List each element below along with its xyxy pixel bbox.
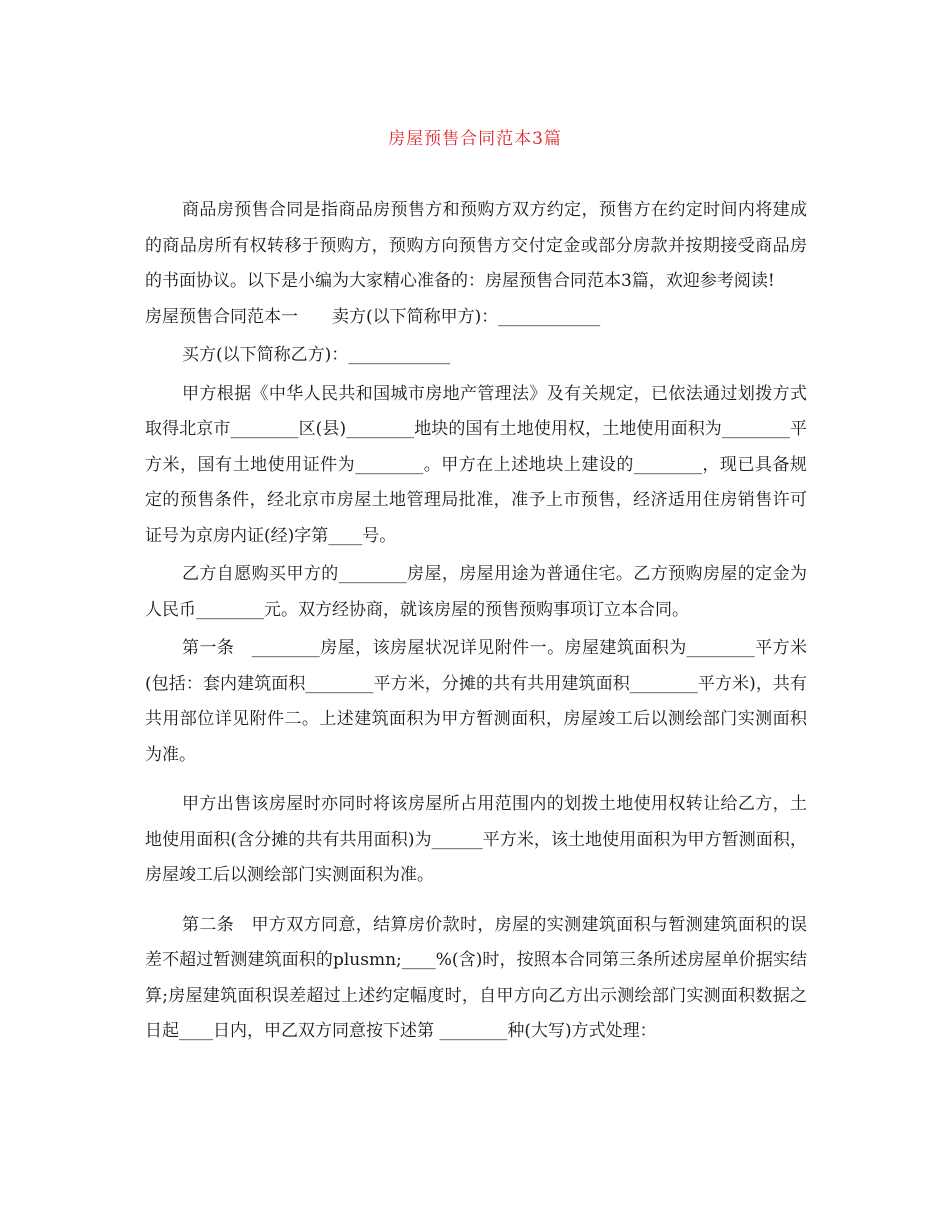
article-one-paragraph: 第一条 ________房屋，该房屋状况详见附件一。房屋建筑面积为________平方米(包括：套内建筑面积________平方米，分摊的共有共用建筑面积________平方米)，共有共用部位详见附件二。上述建筑面积为甲方暂测面积，房屋竣工后以测绘部门实测面积为准。: [145, 638, 807, 765]
land-use-paragraph: 甲方根据《中华人民共和国城市房地产管理法》及有关规定，已依法通过划拨方式取得北京市________区(县)________地块的国有土地使用权，土地使用面积为________平方米，国有土地使用证件为________。甲方在上述地块上建设的________，现已具备规定的预售条件，经北京市房屋土地管理局批准，准予上市预售，经济适用住房销售许可证号为京房内证(经)字第____号。: [145, 383, 807, 546]
contract-heading-seller: 房屋预售合同范本一 卖方(以下简称甲方)：____________: [145, 306, 601, 327]
article-two-paragraph: 第二条 甲方双方同意，结算房价款时，房屋的实测建筑面积与暂测建筑面积的误差不超过暂测建筑面积的plusmn;____%(含)时，按照本合同第三条所述房屋单价据实结算;房屋建筑面积误差超过上述约定幅度时，自甲方向乙方出示测绘部门实测面积数据之日起____日内，甲乙双方同意按下述第 ________种(大写)方式处理：: [145, 914, 807, 1041]
buyer-line: 买方(以下简称乙方)：____________: [182, 345, 451, 365]
intro-paragraph: 商品房预售合同是指商品房预售方和预购方双方约定，预售方在约定时间内将建成的商品房所有权转移于预购方，预购方向预售方交付定金或部分房款并按期接受商品房的书面协议。以下是小编为大家精心准备的：房屋预售合同范本3篇，欢迎参考阅读!: [145, 200, 807, 291]
document-title: 房屋预售合同范本3篇: [388, 129, 562, 149]
document-body: [145, 193, 807, 1050]
purchase-paragraph: 乙方自愿购买甲方的________房屋，房屋用途为普通住宅。乙方预购房屋的定金为人民币________元。双方经协商，就该房屋的预售预购事项订立本合同。: [145, 564, 807, 620]
land-transfer-paragraph: 甲方出售该房屋时亦同时将该房屋所占用范围内的划拨土地使用权转让给乙方，土地使用面积(含分摊的共有共用面积)为______平方米，该土地使用面积为甲方暂测面积，房屋竣工后以测绘部门实测面积为准。: [145, 794, 807, 885]
